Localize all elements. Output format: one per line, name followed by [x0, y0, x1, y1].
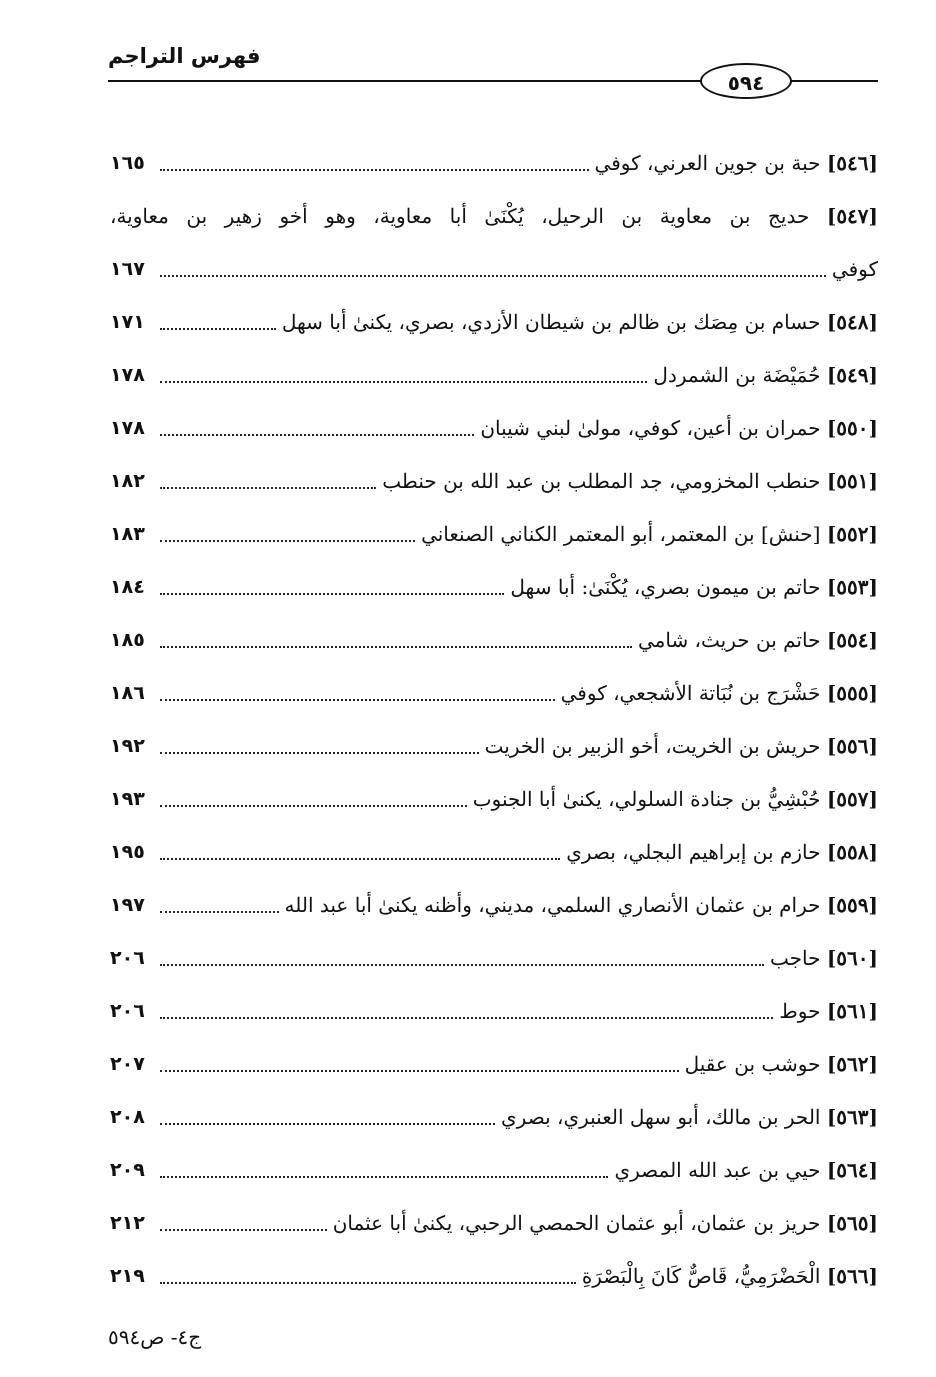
- entry-page-number: ١٩٥: [110, 841, 145, 863]
- dot-leader: [160, 1017, 773, 1019]
- dot-leader: [160, 169, 589, 171]
- entry-title: حاتم بن ميمون بصري، يُكْنَىٰ: أبا سهل: [510, 575, 821, 599]
- index-entry: [110, 549, 878, 602]
- entry-title: حاجب: [770, 946, 821, 970]
- entry-page-number: ١٩٣: [110, 788, 145, 810]
- biography-index-list: [110, 125, 878, 1291]
- entry-number: [٥٥٠]: [826, 416, 878, 440]
- entry-page-number: ٢١٩: [110, 1265, 145, 1287]
- entry-text: [421, 519, 878, 549]
- entry-text: [501, 1102, 878, 1132]
- entry-text: [582, 1261, 878, 1291]
- dot-leader: [160, 1229, 327, 1231]
- entry-number: [٥٥٢]: [826, 522, 878, 546]
- entry-text: [285, 890, 878, 920]
- dot-leader: [160, 1176, 608, 1178]
- entry-number: [٥٥٩]: [826, 893, 878, 917]
- entry-page-number: ٢٠٨: [110, 1106, 145, 1128]
- entry-page-number: ١٦٥: [110, 152, 145, 174]
- dot-leader: [160, 699, 555, 701]
- entry-number: [٥٥٣]: [826, 575, 878, 599]
- entry-page-number: ١٨٣: [110, 523, 145, 545]
- entry-title: حديج بن معاوية بن الرحيل، يُكْنَىٰ أبا معاوية، وهو أخو زهير بن معاوية،: [110, 204, 810, 228]
- entry-number: [٥٤٦]: [826, 151, 878, 175]
- entry-title: حريز بن عثمان، أبو عثمان الحمصي الرحبي، يكنىٰ أبا عثمان: [332, 1211, 821, 1235]
- entry-page-number: ١٩٢: [110, 735, 145, 757]
- index-entry: [110, 867, 878, 920]
- entry-page-number: ١٨٦: [110, 682, 145, 704]
- index-entry: [110, 1238, 878, 1291]
- entry-text: [638, 625, 878, 655]
- entry-page-number: ٢١٢: [110, 1212, 145, 1234]
- entry-number: [٥٤٧]: [826, 204, 879, 228]
- index-entry: [110, 1026, 878, 1079]
- entry-text: [779, 996, 878, 1026]
- entry-title: حبة بن جوين العرني، كوفي: [594, 151, 821, 175]
- entry-title: الْحَضْرَمِيُّ، قَاصٌّ كَانَ بِالْبَصْرَةِ: [581, 1264, 821, 1288]
- entry-text: [485, 731, 878, 761]
- entry-text: [770, 943, 878, 973]
- entry-number: [٥٥٤]: [826, 628, 878, 652]
- entry-title: الحر بن مالك، أبو سهل العنبري، بصري: [501, 1105, 821, 1129]
- dot-leader: [160, 1282, 576, 1284]
- entry-page-number: ٢٠٧: [110, 1053, 145, 1075]
- entry-text: [473, 784, 878, 814]
- entry-title: حوشب بن عقيل: [684, 1052, 821, 1076]
- dot-leader: [160, 964, 764, 966]
- page-number-badge: ٥٩٤: [700, 63, 792, 99]
- index-entry: [110, 708, 878, 761]
- dot-leader: [160, 646, 632, 648]
- index-entry: [110, 284, 878, 337]
- entry-title: حازم بن إبراهيم البجلي، بصري: [566, 840, 821, 864]
- entry-number: [٥٤٨]: [826, 310, 878, 334]
- index-entry: [110, 443, 878, 496]
- index-entry: [110, 973, 878, 1026]
- entry-text: [333, 1208, 878, 1238]
- entry-title: حسام بن مِصَك بن ظالم بن شيطان الأزدي، بصري، يكنىٰ أبا سهل: [281, 310, 821, 334]
- entry-page-number: ١٨٥: [110, 629, 145, 651]
- footer-volume-page: ج٤- ص٥٩٤: [108, 1325, 202, 1349]
- entry-text: [382, 466, 878, 496]
- entry-page-number: ١٩٧: [110, 894, 145, 916]
- entry-text: [614, 1155, 878, 1185]
- running-header-title: فهرس التراجم: [108, 44, 261, 68]
- entry-text: [282, 307, 878, 337]
- entry-text: [653, 360, 878, 390]
- entry-title: حيي بن عبد الله المصري: [614, 1158, 821, 1182]
- dot-leader: [160, 540, 415, 542]
- index-entry: [110, 125, 878, 178]
- entry-page-number: ١٨٤: [110, 576, 145, 598]
- index-entry: [110, 1185, 878, 1238]
- entry-title: [حنش] بن المعتمر، أبو المعتمر الكناني الصنعاني: [421, 522, 821, 546]
- index-entry: [110, 920, 878, 973]
- dot-leader: [160, 1070, 679, 1072]
- entry-number: [٥٥١]: [826, 469, 878, 493]
- entry-number: [٥٥٦]: [826, 734, 878, 758]
- dot-leader: [160, 858, 560, 860]
- entry-page-number: ١٧١: [110, 311, 145, 333]
- entry-page-number: ١٦٧: [110, 258, 145, 280]
- entry-number: [٥٦٦]: [826, 1264, 878, 1288]
- index-entry: [110, 496, 878, 549]
- entry-title: حاتم بن حريث، شامي: [637, 628, 821, 652]
- entry-title: حوط: [779, 999, 821, 1023]
- entry-title: حُمَيْضَة بن الشمردل: [653, 363, 821, 387]
- dot-leader: [160, 328, 276, 330]
- entry-text: [110, 201, 878, 231]
- dot-leader: [160, 752, 479, 754]
- entry-title-continuation: كوفي: [831, 257, 878, 281]
- entry-page-number: ٢٠٦: [110, 1000, 145, 1022]
- entry-page-number: ١٧٨: [110, 364, 145, 386]
- index-entry: [110, 655, 878, 708]
- entry-text: [561, 678, 878, 708]
- dot-leader: [160, 275, 826, 277]
- entry-number: [٥٥٥]: [826, 681, 878, 705]
- index-entry: [110, 1132, 878, 1185]
- entry-text: [685, 1049, 878, 1079]
- entry-page-number: ٢٠٦: [110, 947, 145, 969]
- index-entry: [110, 761, 878, 814]
- entry-page-number: ١٧٨: [110, 417, 145, 439]
- dot-leader: [160, 487, 376, 489]
- entry-title: حنطب المخزومي، جد المطلب بن عبد الله بن حنطب: [382, 469, 821, 493]
- entry-title: حرام بن عثمان الأنصاري السلمي، مديني، وأظنه يكنىٰ أبا عبد الله: [284, 893, 821, 917]
- entry-number: [٥٥٧]: [826, 787, 878, 811]
- entry-page-number: ١٨٢: [110, 470, 145, 492]
- dot-leader: [160, 1123, 495, 1125]
- dot-leader: [160, 381, 647, 383]
- entry-number: [٥٦٠]: [826, 946, 878, 970]
- entry-number: [٥٤٩]: [826, 363, 878, 387]
- entry-number: [٥٦٢]: [826, 1052, 878, 1076]
- dot-leader: [160, 434, 474, 436]
- index-entry: [110, 1079, 878, 1132]
- index-entry: [110, 602, 878, 655]
- entry-title: حَشْرَج بن نُبَاتة الأشجعي، كوفي: [560, 681, 821, 705]
- dot-leader: [160, 593, 504, 595]
- dot-leader: [160, 911, 279, 913]
- dot-leader: [160, 805, 467, 807]
- entry-text: [595, 148, 878, 178]
- index-entry: [110, 390, 878, 443]
- index-entry: [110, 814, 878, 867]
- index-entry: [110, 337, 878, 390]
- index-entry: [110, 178, 878, 284]
- entry-text: [480, 413, 878, 443]
- entry-text: [566, 837, 878, 867]
- entry-number: [٥٦١]: [826, 999, 878, 1023]
- entry-title: حُبْشِيُّ بن جنادة السلولي، يكنىٰ أبا الجنوب: [472, 787, 821, 811]
- entry-number: [٥٥٨]: [826, 840, 878, 864]
- entry-number: [٥٦٣]: [826, 1105, 878, 1129]
- entry-title: حمران بن أعين، كوفي، مولىٰ لبني شيبان: [480, 416, 821, 440]
- entry-text: [510, 572, 878, 602]
- entry-page-number: ٢٠٩: [110, 1159, 145, 1181]
- entry-title: حريش بن الخريت، أخو الزبير بن الخريت: [484, 734, 821, 758]
- entry-number: [٥٦٥]: [826, 1211, 878, 1235]
- entry-number: [٥٦٤]: [826, 1158, 878, 1182]
